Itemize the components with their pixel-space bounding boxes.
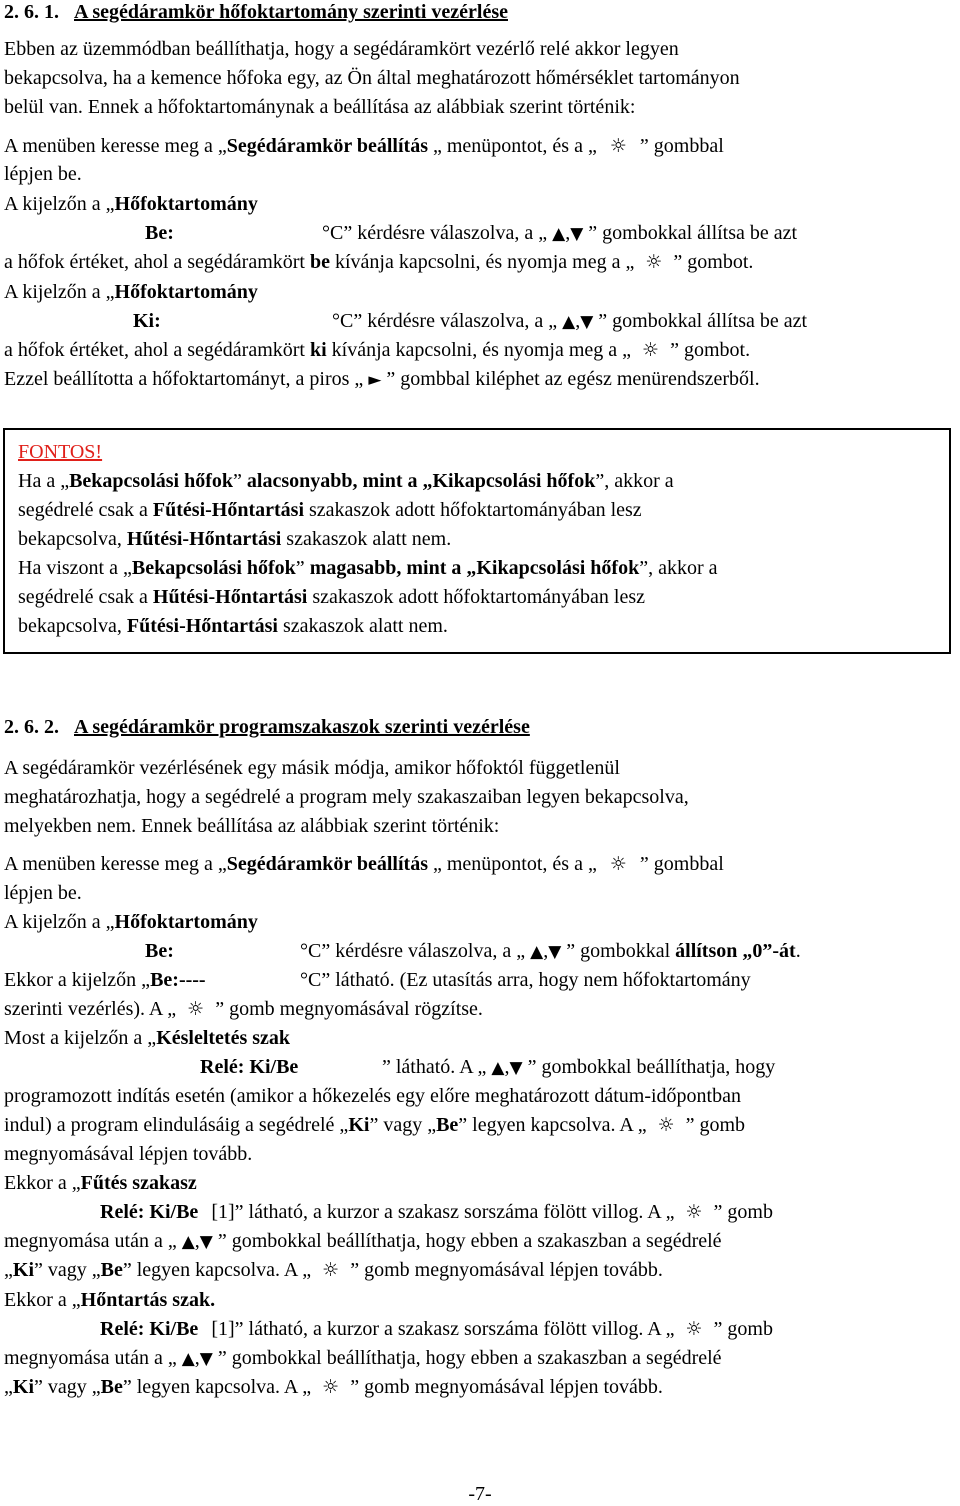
up-arrow-icon: ▲ [530, 942, 544, 962]
s2-intro-line-2: meghatározhatja, hogy a segédrelé a program mely szakaszaiban legyen bekapcsolva, [4, 786, 689, 808]
keyword-ki: Ki [348, 1114, 370, 1136]
menu-item-name: Segédáramkör beállítás [226, 135, 428, 157]
text-fragment: ” gombokkal beállíthatja, hogy ebben a szakaszban a segédrelé [217, 1230, 722, 1252]
s2-hontartas-kivagy-line [4, 1375, 663, 1399]
heading-title: A segédáramkör programszakaszok szerinti vezérlése [74, 716, 530, 738]
text-fragment: A kijelzőn a „ [4, 911, 115, 933]
s2-display-line [4, 910, 258, 934]
sun-icon: ☼ [322, 1376, 340, 1398]
s2-set-zero-line [300, 939, 801, 964]
s2-hontartas-gomb-line [4, 1346, 722, 1371]
text-fragment: ”, akkor a [595, 470, 674, 492]
section-index: [1] [211, 1201, 235, 1223]
display-item-name: Hőfoktartomány [114, 193, 258, 215]
down-arrow-icon: ▼ [199, 1349, 213, 1369]
text-fragment: °C” kérdésre válaszolva, a „ [332, 310, 558, 332]
s2-ekkor-line-2 [4, 997, 483, 1021]
notice-line-6 [18, 614, 448, 638]
keyword-be: Be [100, 1376, 123, 1398]
text-fragment: ” [233, 470, 247, 492]
text-fragment: ” gomb [713, 1201, 773, 1223]
text-fragment: segédrelé csak a [18, 499, 153, 521]
exit-line [4, 367, 760, 392]
section-heading-262 [4, 715, 530, 739]
ki-label: Ki: [133, 310, 161, 332]
text-fragment: a hőfok értéket, ahol a segédáramkört [4, 339, 310, 361]
display-line-be [4, 192, 258, 216]
text-fragment: ” gomb megnyomásával rögzítse. [215, 998, 483, 1020]
s2-delay-line-3 [4, 1113, 745, 1137]
s2-delay-line [382, 1055, 775, 1080]
display-item-name: Hőfoktartomány [114, 281, 258, 303]
s2-futes-rele-line [100, 1200, 773, 1224]
text-fragment: a hőfok értéket, ahol a segédáramkört [4, 251, 310, 273]
text-fragment: , [504, 1056, 510, 1078]
heading-number: 2. 6. 2. [4, 716, 59, 738]
s2-delay-line-2: programozott indítás esetén (amikor a hőkezelés egy előre meghatározott dátum-időpontban [4, 1085, 741, 1107]
down-arrow-icon: ▼ [509, 1058, 523, 1078]
text-fragment: ” gomb megnyomásával lépjen tovább. [350, 1259, 663, 1281]
text-fragment: ” vagy „ [34, 1376, 101, 1398]
text-fragment: ” gombot. [673, 251, 754, 273]
intro-line-1: Ebben az üzemmódban beállíthatja, hogy a segédáramkört vezérlő relé akkor legyen [4, 38, 679, 60]
s2-menu-line-2: lépjen be. [4, 882, 82, 904]
text-fragment: , [575, 310, 581, 332]
text-fragment: , [194, 1230, 200, 1252]
text-fragment: ” gombokkal beállíthatja, hogy [527, 1056, 776, 1078]
text-fragment: kívánja kapcsolni, és nyomja meg a „ [326, 339, 632, 361]
keyword-ki: ki [309, 339, 327, 361]
text-fragment: ” vagy „ [34, 1259, 101, 1281]
notice-line-1 [18, 469, 674, 493]
rele-kibe-label: Relé: Ki/Be [100, 1201, 199, 1223]
text-fragment: kívánja kapcsolni, és nyomja meg a „ [329, 251, 635, 273]
sun-icon: ☼ [187, 998, 205, 1020]
text-fragment: °C” kérdésre válaszolva, a „ [300, 940, 526, 962]
text-fragment: megnyomása után a „ [4, 1230, 177, 1252]
text-fragment: ” legyen kapcsolva. A „ [122, 1376, 312, 1398]
up-arrow-icon: ▲ [562, 312, 576, 332]
sun-icon: ☼ [322, 1259, 340, 1281]
text-fragment: ” vagy „ [369, 1114, 437, 1136]
text-fragment: ” gombbal [639, 135, 724, 157]
text-fragment: ” gombokkal [566, 940, 676, 962]
down-arrow-icon: ▼ [570, 224, 584, 244]
s2-menu-line [4, 852, 724, 876]
display-item-name: Hőfoktartomány [114, 911, 258, 933]
s2-hontartas-line [4, 1288, 215, 1312]
text-fragment: szakaszok adott hőfoktartományában lesz [304, 499, 642, 521]
text-fragment: Ekkor a „ [4, 1289, 81, 1311]
s2-ekkor-line [4, 968, 206, 992]
text-fragment: Ekkor a „ [4, 1172, 81, 1194]
up-arrow-icon: ▲ [491, 1058, 505, 1078]
display-kesleltetes: Késleltetés szak [156, 1027, 291, 1049]
text-fragment: A menüben keresse meg a „ [4, 135, 227, 157]
text-fragment: ” gomb [685, 1114, 746, 1136]
up-arrow-icon: ▲ [552, 224, 566, 244]
sun-icon: ☼ [645, 251, 663, 273]
notice-line-5 [18, 585, 645, 609]
be-value-line [4, 250, 753, 274]
s2-most-line [4, 1026, 290, 1050]
s2-ekkor-line-b: °C” látható. (Ez utasítás arra, hogy nem hőfoktartomány [300, 969, 751, 991]
sun-icon: ☼ [609, 135, 627, 157]
text-fragment: „ [4, 1376, 13, 1398]
sun-icon: ☼ [642, 339, 660, 361]
c-prompt-line-ki [332, 309, 807, 334]
s2-intro-line-1: A segédáramkör vezérlésének egy másik módja, amikor hőfoktól függetlenül [4, 757, 620, 779]
term-bekapcsolasi: Bekapcsolási hőfok [69, 470, 234, 492]
right-arrow-icon: ► [368, 370, 382, 390]
text-fragment: ” gombbal kiléphet az egész menürendszerből. [386, 368, 760, 390]
text-fragment: bekapcsolva, [18, 528, 127, 550]
term-alacsonyabb: alacsonyabb, mint a „Kikapcsolási hőfok [246, 470, 596, 492]
term-hutesi: Hűtési-Hőntartási [126, 528, 282, 550]
text-fragment: „ menüpontot, és a „ [433, 853, 597, 875]
text-fragment: segédrelé csak a [18, 586, 153, 608]
text-fragment: ” látható, a kurzor a szakasz sorszáma fölött villog. A „ [234, 1201, 675, 1223]
notice-title: FONTOS! [18, 441, 103, 463]
text-fragment: , [543, 940, 549, 962]
intro-line-3: belül van. Ennek a hőfoktartománynak a beállítása az alábbiak szerint történik: [4, 96, 636, 118]
s2-delay-line-4: megnyomásával lépjen tovább. [4, 1143, 253, 1165]
text-fragment: , [565, 222, 571, 244]
text-fragment: , [194, 1347, 200, 1369]
text-fragment: szakaszok adott hőfoktartományában lesz [307, 586, 646, 608]
text-fragment: ” gombokkal állítsa be azt [588, 222, 798, 244]
heading-number: 2. 6. 1. [4, 1, 59, 23]
text-fragment: °C” kérdésre válaszolva, a „ [322, 222, 548, 244]
text-fragment: „ menüpontot, és a „ [433, 135, 597, 157]
down-arrow-icon: ▼ [199, 1232, 213, 1252]
text-fragment: bekapcsolva, [18, 615, 127, 637]
keyword-ki: Ki [12, 1259, 35, 1281]
keyword-be: be [309, 251, 330, 273]
keyword-ki: Ki [12, 1376, 35, 1398]
heading-title: A segédáramkör hőfoktartomány szerinti vezérlése [74, 1, 508, 23]
menu-instruction-line [4, 134, 724, 158]
text-fragment: A kijelzőn a „ [4, 193, 115, 215]
text-fragment: ” gombbal [639, 853, 724, 875]
ki-value-line [4, 338, 750, 362]
text-fragment: ” gomb [713, 1318, 773, 1340]
text-fragment: ” gombokkal beállíthatja, hogy ebben a szakaszban a segédrelé [217, 1347, 722, 1369]
display-futes-szakasz: Fűtés szakasz [80, 1172, 197, 1194]
text-fragment: indul) a program elindulásáig a segédrelé „ [4, 1114, 349, 1136]
display-hontartas-szak: Hőntartás szak. [80, 1289, 216, 1311]
term-hutesi: Hűtési-Hőntartási [152, 586, 308, 608]
notice-line-2 [18, 498, 642, 522]
text-fragment: Ha a „ [18, 470, 70, 492]
intro-line-2: bekapcsolva, ha a kemence hőfoka egy, az Ön által meghatározott hőmérséklet tartományon [4, 67, 740, 89]
down-arrow-icon: ▼ [548, 942, 562, 962]
keyword-be: Be [436, 1114, 459, 1136]
notice-line-4 [18, 556, 718, 580]
sun-icon: ☼ [609, 853, 627, 875]
text-fragment: A menüben keresse meg a „ [4, 853, 227, 875]
text-fragment: ” gombot. [670, 339, 751, 361]
text-fragment: ” gombokkal állítsa be azt [598, 310, 808, 332]
up-arrow-icon: ▲ [181, 1232, 195, 1252]
down-arrow-icon: ▼ [580, 312, 594, 332]
text-fragment: A kijelzőn a „ [4, 281, 115, 303]
text-fragment: megnyomása után a „ [4, 1347, 177, 1369]
s2-futes-gomb-line [4, 1229, 722, 1254]
text-fragment: Ha viszont a „ [18, 557, 132, 579]
term-futesi: Fűtési-Hőntartási [152, 499, 305, 521]
section-heading-261 [4, 0, 508, 24]
s2-hontartas-rele-line [100, 1317, 773, 1341]
menu-item-name: Segédáramkör beállítás [226, 853, 428, 875]
set-zero-text: állítson „0”-át [675, 940, 796, 962]
text-fragment: Most a kijelzőn a „ [4, 1027, 157, 1049]
text-fragment: ” [295, 557, 310, 579]
page-number: -7- [468, 1483, 492, 1505]
s2-futes-line [4, 1171, 197, 1195]
keyword-be: Be [100, 1259, 123, 1281]
sun-icon: ☼ [685, 1201, 703, 1223]
display-be-dashes: Be:---- [150, 969, 206, 991]
term-bekapcsolasi: Bekapcsolási hőfok [131, 557, 296, 579]
display-line-ki [4, 280, 258, 304]
text-fragment: Ezzel beállította a hőfoktartományt, a piros „ [4, 368, 364, 390]
sun-icon: ☼ [657, 1114, 675, 1136]
rele-kibe-label: Relé: Ki/Be [200, 1056, 299, 1078]
rele-kibe-label: Relé: Ki/Be [100, 1318, 199, 1340]
c-prompt-line [322, 221, 797, 246]
text-fragment: ”, akkor a [639, 557, 718, 579]
text-fragment: ” látható, a kurzor a szakasz sorszáma fölött villog. A „ [234, 1318, 675, 1340]
text-fragment: ” legyen kapcsolva. A „ [122, 1259, 312, 1281]
be-label: Be: [145, 222, 174, 244]
text-fragment: ” látható. A „ [382, 1056, 487, 1078]
text-fragment: . [795, 940, 801, 962]
section-index: [1] [211, 1318, 235, 1340]
be-label: Be: [145, 940, 174, 962]
term-magasabb: magasabb, mint a „Kikapcsolási hőfok [309, 557, 640, 579]
text-fragment: ” legyen kapcsolva. A „ [458, 1114, 647, 1136]
text-fragment: szakaszok alatt nem. [277, 615, 448, 637]
term-futesi: Fűtési-Hőntartási [126, 615, 278, 637]
text-fragment: szerinti vezérlés). A „ [4, 998, 177, 1020]
text-fragment: szakaszok alatt nem. [281, 528, 452, 550]
text-fragment: Ekkor a kijelzőn „ [4, 969, 151, 991]
text-fragment: ” gomb megnyomásával lépjen tovább. [350, 1376, 663, 1398]
up-arrow-icon: ▲ [181, 1349, 195, 1369]
menu-instruction-line-2: lépjen be. [4, 163, 82, 185]
notice-line-3 [18, 527, 451, 551]
s2-intro-line-3: melyekben nem. Ennek beállítása az alábbiak szerint történik: [4, 815, 500, 837]
s2-futes-kivagy-line [4, 1258, 663, 1282]
text-fragment: „ [4, 1259, 13, 1281]
sun-icon: ☼ [685, 1318, 703, 1340]
